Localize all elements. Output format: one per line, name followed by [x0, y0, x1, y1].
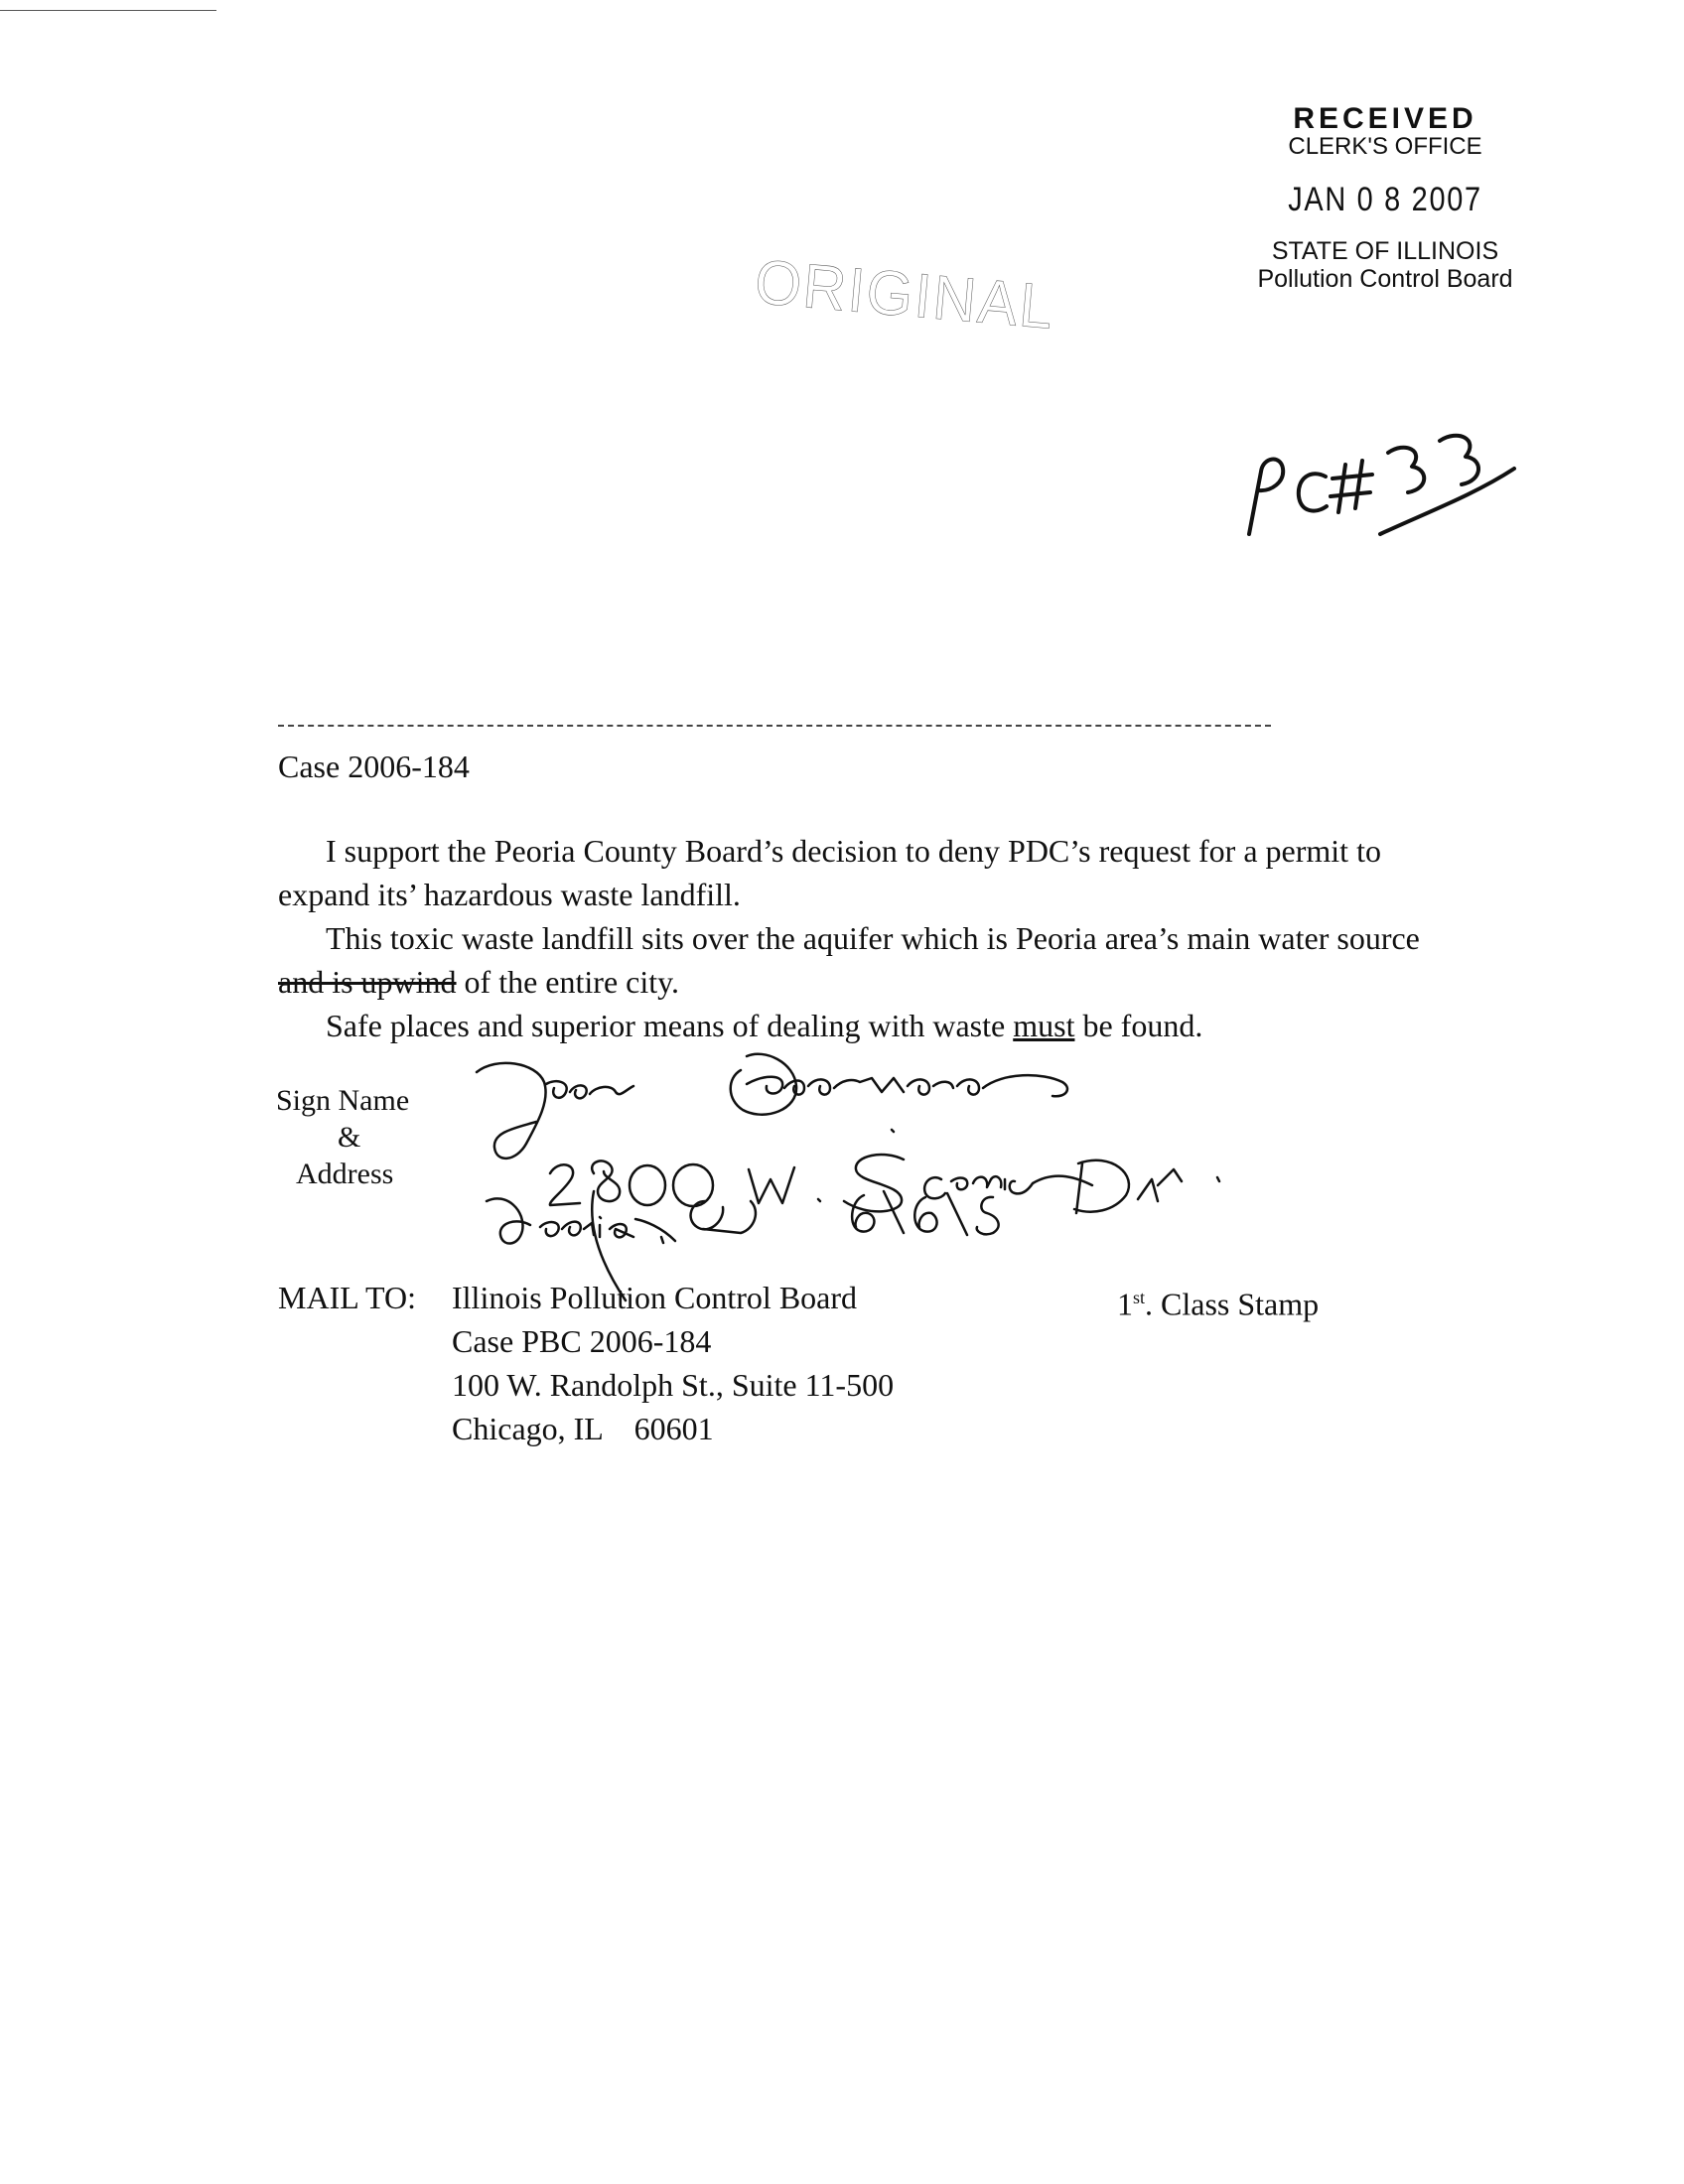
paragraph-safe-places	[278, 1004, 1470, 1047]
mail-line-city: Chicago, IL 60601	[452, 1411, 714, 1446]
pc-number-handwritten	[1231, 417, 1529, 556]
ampersand-label: &	[338, 1121, 361, 1154]
paragraph-aquifer-text: This toxic waste landfill sits over the aquifer which is Peoria area’s main water source	[326, 920, 1420, 956]
dashed-separator	[278, 725, 1271, 727]
stamp-note-number: 1	[1117, 1286, 1133, 1322]
struck-text: and is upwind	[278, 964, 457, 1000]
stamp-date: JAN 0 8 2007	[1288, 181, 1482, 218]
stamp-received: RECEIVED	[1293, 102, 1477, 135]
underlined-must: must	[1013, 1008, 1075, 1043]
case-heading: Case 2006-184	[278, 749, 470, 784]
sign-name-label: Sign Name	[276, 1084, 410, 1117]
paragraph-safe-end: be found.	[1074, 1008, 1203, 1043]
mail-line-board: Illinois Pollution Control Board	[452, 1280, 858, 1315]
stamp-board: Pollution Control Board	[1257, 265, 1513, 293]
handwritten-signature	[467, 1052, 1360, 1310]
top-edge-rule	[0, 10, 216, 11]
stamp-note-suffix: st	[1133, 1288, 1146, 1307]
letter-body	[278, 829, 1470, 1047]
original-stamp: ORIGINAL	[752, 246, 1058, 342]
stamp-state: STATE OF ILLINOIS	[1271, 237, 1499, 265]
stamp-note-text: . Class Stamp	[1145, 1286, 1320, 1322]
stamp-office: CLERK'S OFFICE	[1288, 133, 1482, 160]
paragraph-safe-text: Safe places and superior means of dealing with waste	[326, 1008, 1014, 1043]
mail-to-label: MAIL TO:	[278, 1280, 416, 1315]
mail-line-street: 100 W. Randolph St., Suite 11-500	[452, 1367, 895, 1403]
stamp-note	[1117, 1276, 1319, 1326]
paragraph-aquifer-end: of the entire city.	[456, 964, 680, 1000]
sign-label	[276, 1082, 409, 1192]
mail-line-case: Case PBC 2006-184	[452, 1323, 712, 1359]
mail-address	[452, 1276, 894, 1450]
received-stamp	[1192, 104, 1579, 293]
address-label: Address	[296, 1158, 394, 1190]
paragraph-aquifer	[278, 916, 1470, 1004]
paragraph-support: I support the Peoria County Board’s decision to deny PDC’s request for a permit to expand its’ hazardous waste landfill.	[278, 833, 1381, 912]
